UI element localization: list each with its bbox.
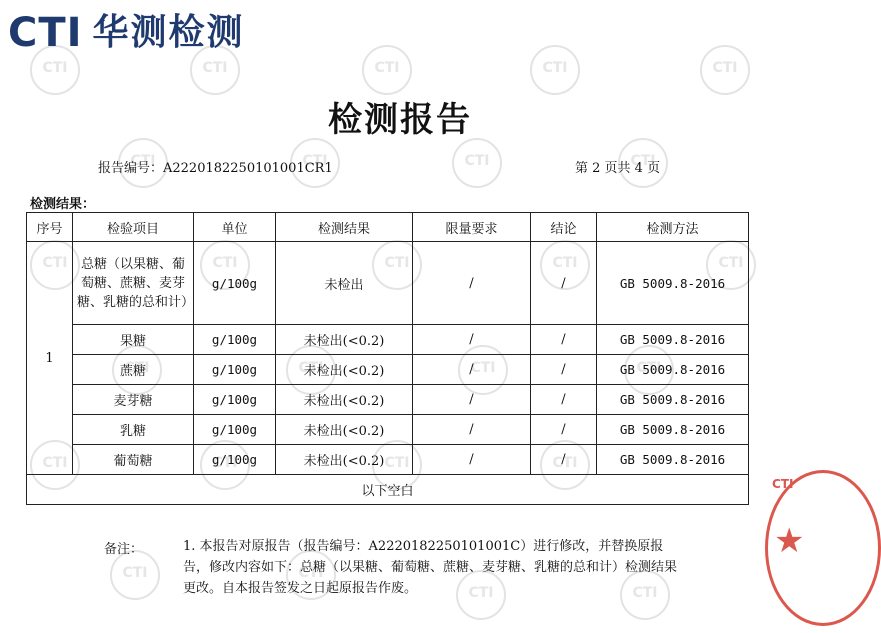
- official-seal-icon: CTI ★: [765, 470, 881, 626]
- conclusion-cell: /: [531, 355, 597, 385]
- item-cell: 总糖（以果糖、葡萄糖、蔗糖、麦芽糖、乳糖的总和计）: [73, 242, 194, 325]
- result-cell: 未检出(<0.2): [276, 445, 413, 475]
- result-cell: 未检出(<0.2): [276, 355, 413, 385]
- header-limit: 限量要求: [413, 213, 531, 242]
- remarks-text: 1. 本报告对原报告（报告编号：A2220182250101001C）进行修改，并替换原报告，修改内容如下：总糖（以果糖、葡萄糖、蔗糖、麦芽糖、乳糖的总和计）检测结果更改。自本报告签发之日起原报告作废。: [183, 539, 678, 596]
- method-cell: GB 5009.8-2016: [597, 385, 749, 415]
- header-item: 检验项目: [73, 213, 194, 242]
- unit-cell: g/100g: [194, 242, 276, 325]
- limit-cell: /: [413, 355, 531, 385]
- table-row: [27, 445, 749, 475]
- result-cell: 未检出: [276, 242, 413, 325]
- table-row: [27, 325, 749, 355]
- sequence-cell: 1: [27, 242, 73, 475]
- header-method: 检测方法: [597, 213, 749, 242]
- limit-cell: /: [413, 242, 531, 325]
- limit-cell: /: [413, 385, 531, 415]
- cti-watermark-icon: [700, 45, 750, 95]
- method-cell: GB 5009.8-2016: [597, 325, 749, 355]
- unit-cell: g/100g: [194, 325, 276, 355]
- cti-watermark-icon: [452, 138, 502, 188]
- limit-cell: /: [413, 415, 531, 445]
- table-row: [27, 355, 749, 385]
- cti-watermark-icon: [362, 45, 412, 95]
- header-conclusion: 结论: [531, 213, 597, 242]
- method-cell: GB 5009.8-2016: [597, 445, 749, 475]
- unit-cell: g/100g: [194, 355, 276, 385]
- conclusion-cell: /: [531, 242, 597, 325]
- result-cell: 未检出(<0.2): [276, 415, 413, 445]
- method-cell: GB 5009.8-2016: [597, 355, 749, 385]
- logo-text: 华测检测: [92, 12, 245, 53]
- item-cell: 蔗糖: [73, 355, 194, 385]
- page-info: 第 2 页共 4 页: [575, 161, 661, 176]
- table-row: [27, 415, 749, 445]
- unit-cell: g/100g: [194, 385, 276, 415]
- table-row: [27, 242, 749, 325]
- cti-watermark-icon: [530, 45, 580, 95]
- header-result: 检测结果: [276, 213, 413, 242]
- result-cell: 未检出(<0.2): [276, 385, 413, 415]
- result-cell: 未检出(<0.2): [276, 325, 413, 355]
- header-unit: 单位: [194, 213, 276, 242]
- cti-logo-icon: [8, 8, 245, 58]
- logo-mark: CTI: [8, 10, 83, 56]
- conclusion-cell: /: [531, 385, 597, 415]
- remarks-label: 备注：: [104, 542, 144, 557]
- method-cell: GB 5009.8-2016: [597, 415, 749, 445]
- results-table: [26, 212, 749, 505]
- item-cell: 乳糖: [73, 415, 194, 445]
- conclusion-cell: /: [531, 445, 597, 475]
- limit-cell: /: [413, 445, 531, 475]
- conclusion-cell: /: [531, 415, 597, 445]
- header-seq: 序号: [27, 213, 73, 242]
- limit-cell: /: [413, 325, 531, 355]
- unit-cell: g/100g: [194, 415, 276, 445]
- item-cell: 葡萄糖: [73, 445, 194, 475]
- conclusion-cell: /: [531, 325, 597, 355]
- blank-below-note: 以下空白: [27, 475, 749, 505]
- method-cell: GB 5009.8-2016: [597, 242, 749, 325]
- report-title: 检测报告: [328, 100, 472, 140]
- item-cell: 果糖: [73, 325, 194, 355]
- report-number: 报告编号：A2220182250101001CR1: [98, 161, 333, 176]
- section-title: 检测结果：: [30, 197, 96, 212]
- cti-watermark-icon: [110, 550, 160, 600]
- table-row: [27, 385, 749, 415]
- unit-cell: g/100g: [194, 445, 276, 475]
- item-cell: 麦芽糖: [73, 385, 194, 415]
- table-footer-row: [27, 475, 749, 505]
- table-header-row: [27, 213, 749, 242]
